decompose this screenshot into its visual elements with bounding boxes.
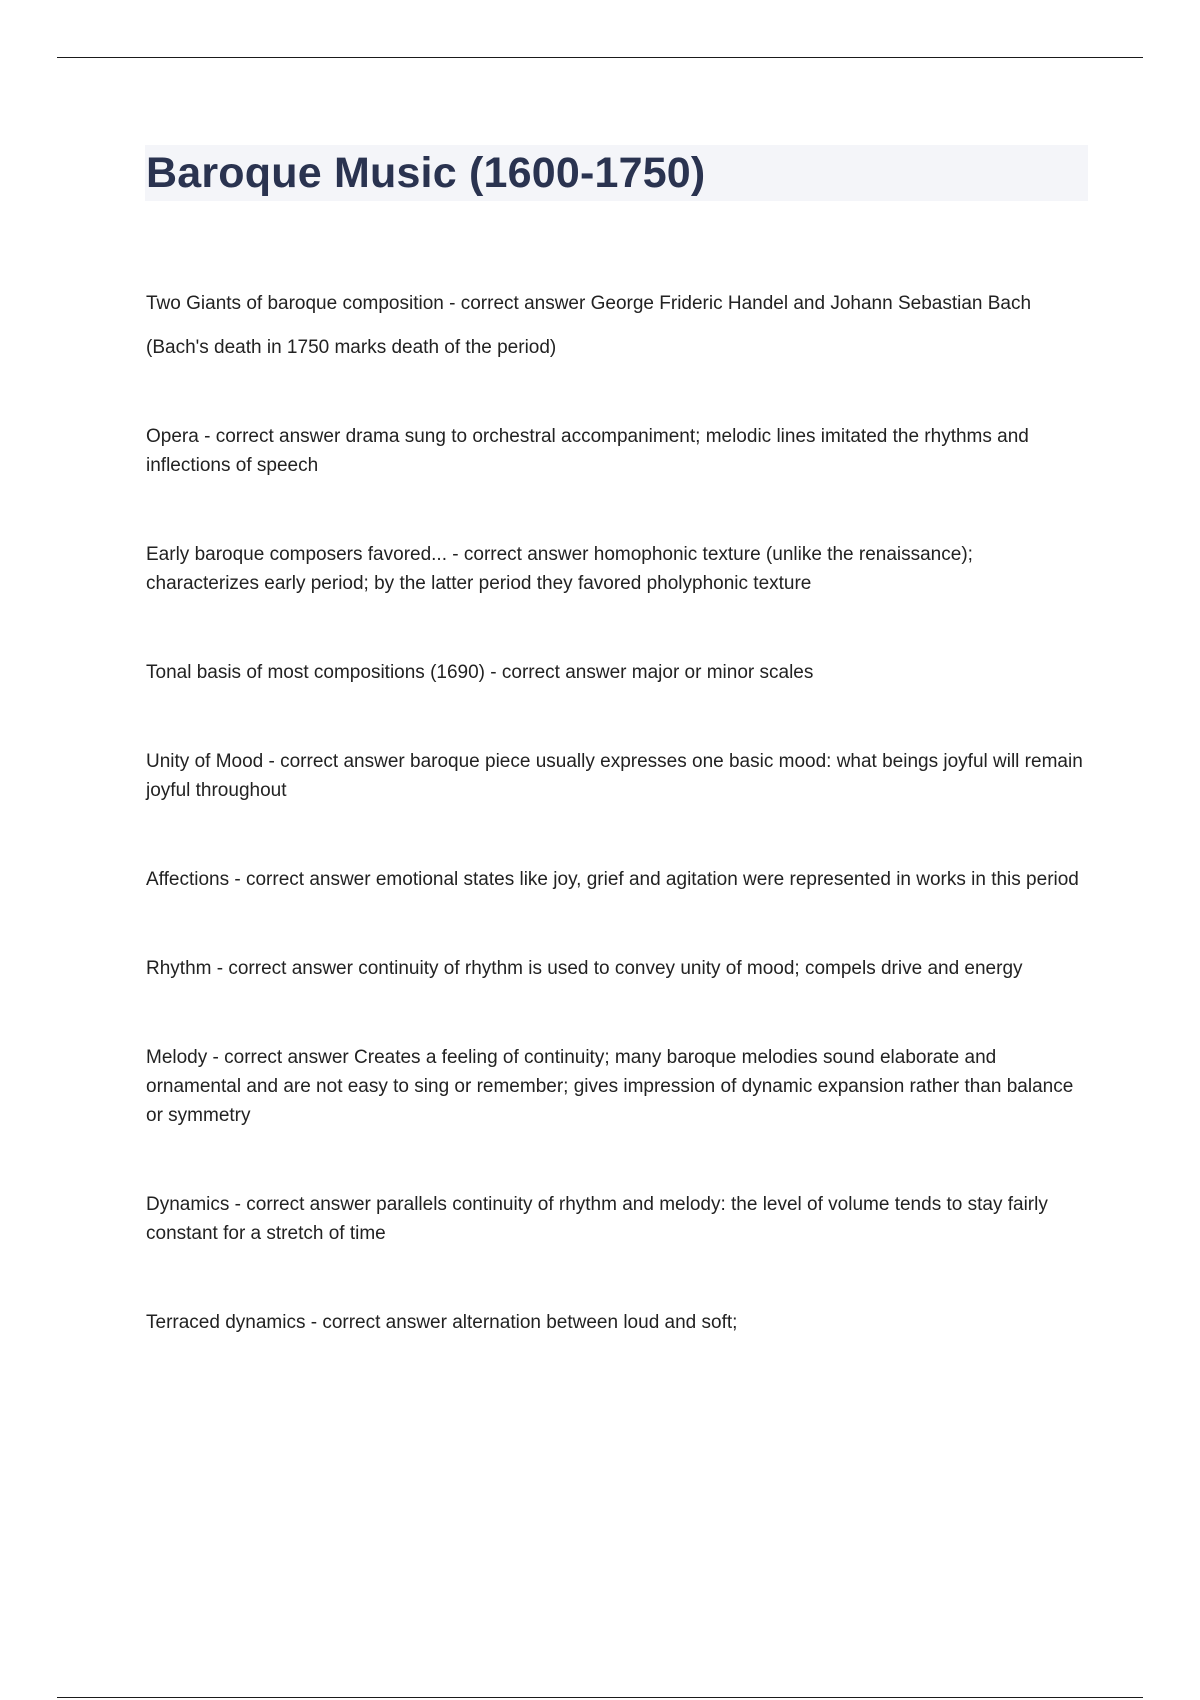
qa-item xyxy=(146,865,1088,894)
qa-term: Opera xyxy=(146,426,199,447)
qa-answer: drama sung to orchestral accompaniment; melodic lines imitated the rhythms and inflections of speech xyxy=(146,426,1029,476)
qa-separator: - correct answer xyxy=(447,544,594,565)
title-band xyxy=(145,145,1088,201)
qa-item xyxy=(146,289,1088,362)
qa-term: Early baroque composers favored... xyxy=(146,544,447,565)
qa-separator: - correct answer xyxy=(263,751,410,772)
qa-term: Dynamics xyxy=(146,1194,230,1215)
qa-separator: - correct answer xyxy=(305,1312,453,1333)
qa-term: Rhythm xyxy=(146,958,212,979)
qa-term: Melody xyxy=(146,1047,208,1068)
qa-term: Tonal basis of most compositions (1690) xyxy=(146,662,485,683)
qa-separator: - correct answer xyxy=(211,958,359,979)
top-rule xyxy=(57,57,1143,58)
qa-term: Terraced dynamics xyxy=(146,1312,306,1333)
qa-separator: - correct answer xyxy=(229,869,376,890)
qa-item xyxy=(146,954,1088,983)
qa-answer: parallels continuity of rhythm and melody: the level of volume tends to stay fairly constant for a stretch of time xyxy=(146,1194,1048,1244)
qa-item xyxy=(146,1043,1088,1130)
qa-answer: continuity of rhythm is used to convey unity of mood; compels drive and energy xyxy=(358,958,1023,979)
page-title: Baroque Music (1600-1750) xyxy=(146,149,706,197)
qa-term: Affections xyxy=(146,869,230,890)
qa-answer: homophonic texture (unlike the renaissance); characterizes early period; by the latter period they favored pholyphonic texture xyxy=(146,544,973,594)
qa-separator: - correct answer xyxy=(229,1194,377,1215)
bottom-rule xyxy=(57,1697,1143,1698)
qa-item xyxy=(146,540,1088,598)
document-page xyxy=(146,145,1088,1333)
qa-separator: - correct answer xyxy=(443,293,591,314)
qa-answer: major or minor scales xyxy=(631,662,814,683)
qa-answer: Creates a feeling of continuity; many baroque melodies sound elaborate and ornamental and are not easy to sing or remember; gives impression of dynamic expansion rather than balance or symmetry xyxy=(146,1047,1074,1126)
qa-list xyxy=(146,289,1088,1337)
qa-separator: - correct answer xyxy=(198,426,346,447)
qa-separator: - correct answer xyxy=(485,662,632,683)
qa-item xyxy=(146,1190,1088,1248)
qa-term: Unity of Mood xyxy=(146,751,264,772)
qa-answer: George Frideric Handel and Johann Sebastian Bach xyxy=(590,293,1032,314)
qa-separator: - correct answer xyxy=(207,1047,355,1068)
qa-answer: baroque piece usually expresses one basic mood: what beings joyful will remain joyful throughout xyxy=(146,751,1083,801)
qa-term: Two Giants of baroque composition xyxy=(146,293,444,314)
qa-item xyxy=(146,747,1088,805)
qa-answer: alternation between loud and soft; xyxy=(452,1312,738,1333)
qa-item xyxy=(146,1308,1088,1337)
qa-answer: emotional states like joy, grief and agitation were represented in works in this period xyxy=(375,869,1079,890)
qa-answer-extra: (Bach's death in 1750 marks death of the period) xyxy=(146,337,557,358)
qa-item xyxy=(146,658,1088,687)
qa-item xyxy=(146,422,1088,480)
